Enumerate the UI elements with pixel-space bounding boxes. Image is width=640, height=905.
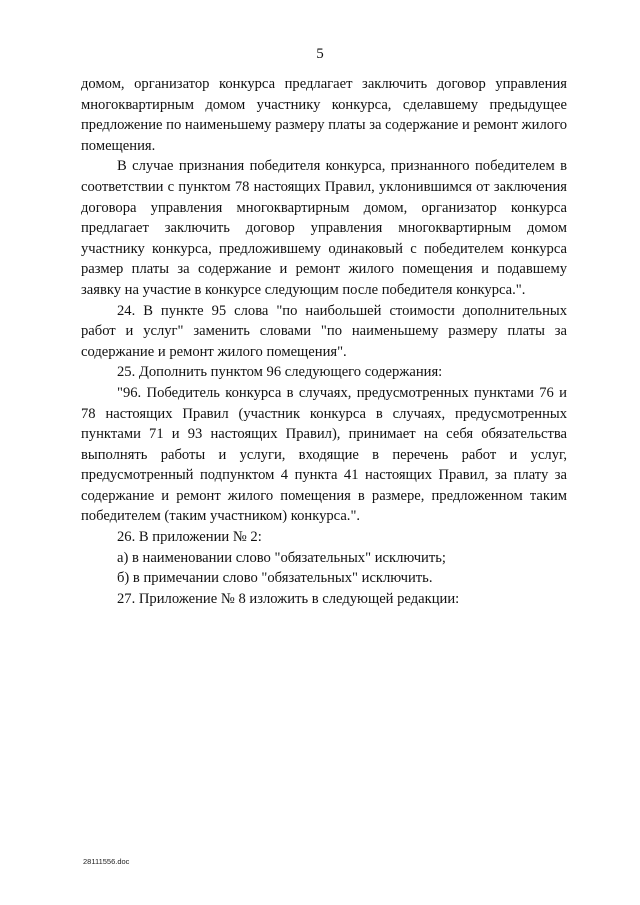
- paragraph-item-25: 25. Дополнить пунктом 96 следующего содержания:: [117, 364, 443, 381]
- page-number: 5: [316, 46, 324, 62]
- paragraph-item-26-b: б) в примечании слово "обязательных" исключить.: [117, 570, 433, 587]
- paragraph-item-96: "96. Победитель конкурса в случаях, предусмотренных пунктами 76 и 78 настоящих Правил (участник конкурса в случаях, предусмотренных пунктами 71 и 93 настоящих Правил), принимает на себя обязательства выполнять работы и услуги, входящие в перечень работ и услуг, предусмотренный подпунктом 4 пункта 41 настоящих Правил, за плату за содержание и ремонт жилого помещения в размере, предложенном таким победителем (таким участником) конкурса.".: [81, 384, 567, 525]
- paragraph-item-27: 27. Приложение № 8 изложить в следующей редакции:: [117, 590, 460, 607]
- paragraph-item-26: 26. В приложении № 2:: [117, 529, 262, 546]
- footer-filename: 28111556.doc: [83, 857, 130, 866]
- document-body: [81, 74, 567, 609]
- paragraph-item-26-a: а) в наименовании слово "обязательных" исключить;: [117, 549, 446, 566]
- paragraph-continuation: домом, организатор конкурса предлагает заключить договор управления многоквартирным домом участнику конкурса, сделавшему предыдущее предложение по наименьшему размеру платы за содержание и ремонт жилого помещения.: [81, 76, 567, 154]
- paragraph-item-24: 24. В пункте 95 слова "по наибольшей стоимости дополнительных работ и услуг" заменить словами "по наименьшему размеру платы за содержание и ремонт жилого помещения".: [81, 302, 567, 360]
- paragraph-winner-evasion: В случае признания победителя конкурса, признанного победителем в соответствии с пунктом 78 настоящих Правил, уклонившимся от заключения договора управления многоквартирным домом, организатор конкурса предлагает заключить договор управления многоквартирным домом участнику конкурса, предложившему одинаковый с победителем конкурса размер платы за содержание и ремонт жилого помещения и подавшему заявку на участие в конкурсе следующим после победителя конкурса.".: [81, 158, 567, 298]
